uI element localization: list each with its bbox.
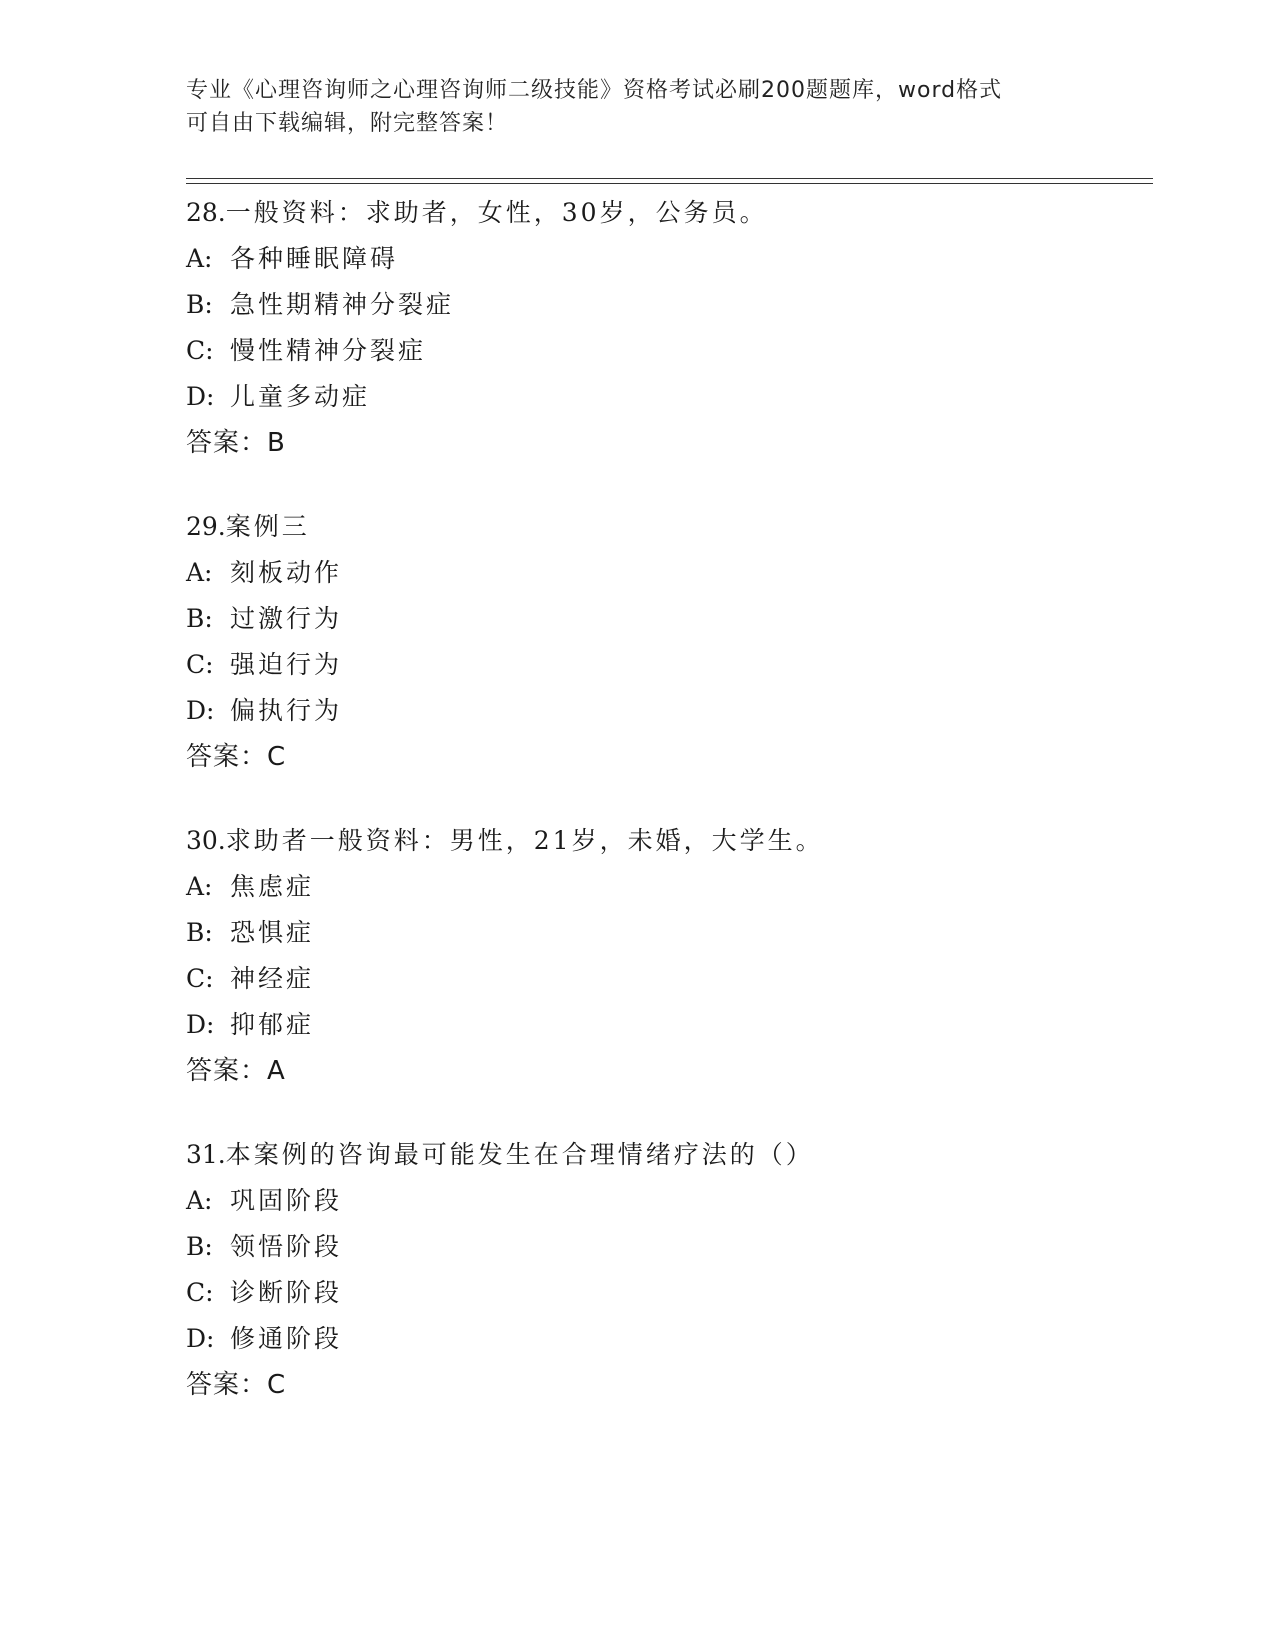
option-key: D: [186,1010,215,1039]
option-text: 焦虑症 [230,872,315,901]
option-a [186,1178,1153,1224]
option-d [186,688,1153,734]
option-a [186,236,1153,282]
option-b [186,282,1153,328]
question-number: 30. [186,826,226,855]
question-title [186,1132,1153,1178]
question-29 [186,504,1153,780]
option-key: C: [186,650,214,679]
answer-line: 答案：B [186,428,286,458]
option-text: 抑郁症 [230,1010,315,1039]
question-31 [186,1132,1153,1408]
question-number: 29. [186,512,226,541]
option-text: 诊断阶段 [230,1278,343,1307]
option-b [186,1224,1153,1270]
option-a [186,864,1153,910]
option-c [186,1270,1153,1316]
option-text: 各种睡眠障碍 [230,244,399,273]
option-text: 领悟阶段 [230,1232,343,1261]
option-key: B: [186,604,213,633]
option-text: 偏执行为 [230,696,343,725]
option-a [186,550,1153,596]
option-key: D: [186,382,215,411]
option-key: A: [186,872,213,901]
option-text: 强迫行为 [230,650,343,679]
option-text: 神经症 [230,964,315,993]
answer-line: 答案：C [186,742,287,772]
option-key: B: [186,918,213,947]
question-number: 31. [186,1140,226,1169]
header-line-1: 专业《心理咨询师之心理咨询师二级技能》资格考试必刷200题题库，word格式 [186,78,1003,103]
option-key: C: [186,1278,214,1307]
option-c [186,642,1153,688]
option-key: D: [186,696,215,725]
option-text: 恐惧症 [230,918,315,947]
option-d [186,1002,1153,1048]
question-28 [186,190,1153,466]
option-key: C: [186,336,214,365]
question-text: 案例三 [225,512,310,541]
option-key: B: [186,290,213,319]
option-text: 急性期精神分裂症 [230,290,455,319]
question-text: 一般资料：求助者，女性，30岁，公务员。 [225,198,768,227]
option-text: 儿童多动症 [230,382,371,411]
question-text: 求助者一般资料：男性，21岁，未婚，大学生。 [225,826,824,855]
option-d [186,374,1153,420]
document-header [186,74,1086,140]
option-key: C: [186,964,214,993]
option-d [186,1316,1153,1362]
option-c [186,956,1153,1002]
option-key: A: [186,1186,213,1215]
header-line-2: 可自由下载编辑，附完整答案！ [186,111,509,136]
option-text: 巩固阶段 [230,1186,343,1215]
option-key: B: [186,1232,213,1261]
option-key: A: [186,558,213,587]
option-b [186,596,1153,642]
option-b [186,910,1153,956]
option-text: 慢性精神分裂症 [230,336,427,365]
question-30 [186,818,1153,1094]
question-list [186,190,1153,1446]
answer-line: 答案：C [186,1370,287,1400]
question-title [186,504,1153,550]
option-c [186,328,1153,374]
question-number: 28. [186,198,226,227]
question-title [186,190,1153,236]
header-divider-top [186,178,1153,179]
question-title [186,818,1153,864]
option-text: 修通阶段 [230,1324,343,1353]
answer-line: 答案：A [186,1056,286,1086]
option-text: 刻板动作 [230,558,343,587]
option-key: D: [186,1324,215,1353]
option-text: 过激行为 [230,604,343,633]
option-key: A: [186,244,213,273]
question-text: 本案例的咨询最可能发生在合理情绪疗法的（） [225,1140,814,1169]
header-divider-bottom [186,183,1153,184]
